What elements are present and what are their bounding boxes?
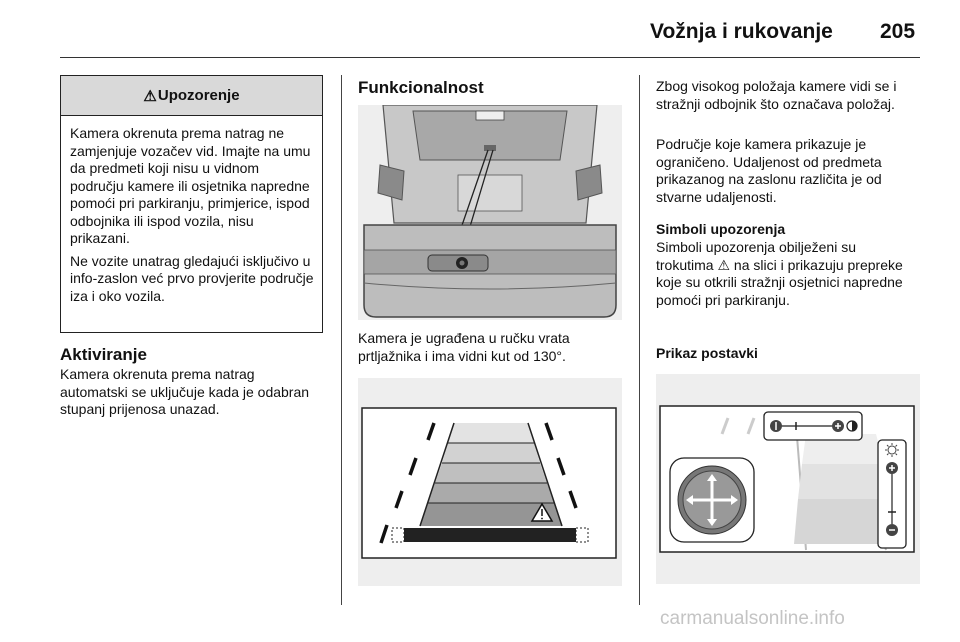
warning-triangle-icon: ⚠ <box>143 87 157 105</box>
symbols-text-before: Simboli upozorenja obilježeni su trokutima <box>656 239 857 273</box>
heading-aktiviranje: Aktiviranje <box>60 345 147 364</box>
heading-prikaz-postavki: Prikaz postavki <box>656 345 758 361</box>
figure-settings-display <box>656 374 920 584</box>
page-number: 205 <box>880 20 916 43</box>
warning-header <box>61 76 322 116</box>
aktiviranje-text: Kamera okrenuta prema natrag automatski se uključuje kada je odabran stupanj prijenosa unazad. <box>60 366 310 417</box>
column-divider-1 <box>341 75 342 605</box>
warning-paragraph-2: Ne vozite unatrag gledajući isključivo u info-zaslon već prvo provjerite područje iza i oko vozila. <box>70 252 314 304</box>
col3-para-2: Područje koje kamera prikazuje je ograničeno. Udaljenost od predmeta prikazanog na zaslonu različita je od stvarne udaljenosti. <box>656 136 882 205</box>
header-rule <box>60 57 920 58</box>
page-header-title: Vožnja i rukovanje <box>650 20 833 43</box>
heading-simboli-upozorenja: Simboli upozorenja <box>656 221 786 237</box>
heading-funkcionalnost: Funkcionalnost <box>358 78 484 97</box>
warning-title: Upozorenje <box>157 87 240 104</box>
column-divider-2 <box>639 75 640 605</box>
symbols-text-after: na slici i prikazuju prepreke koje su otkrili stražnji osjetnici napredne pomoći pri parkiranju. <box>656 256 903 308</box>
watermark: carmanualsonline.info <box>660 608 845 629</box>
inline-warning-triangle-icon: ⚠ <box>717 256 731 273</box>
funkcionalnost-caption: Kamera je ugrađena u ručku vrata prtljažnika i ima vidni kut od 130°. <box>358 330 570 364</box>
warning-paragraph-1: Kamera okrenuta prema natrag ne zamjenjuje vozačev vid. Imajte na umu da predmeti koji nisu u vidnom području kamere ili osjetnika napredne pomoći pri parkiranju, primjerice, ispod odbojnika ili ispod vozila, nisu prikazani. <box>70 125 311 246</box>
warning-body <box>61 116 322 305</box>
col3-symbols-text <box>656 239 906 309</box>
warning-box <box>60 75 323 333</box>
figure-camera-display-warning-symbols <box>358 378 622 586</box>
col3-para-1: Zbog visokog položaja kamere vidi se i stražnji odbojnik što označava položaj. <box>656 78 897 112</box>
figure-rear-camera-location <box>358 105 622 320</box>
